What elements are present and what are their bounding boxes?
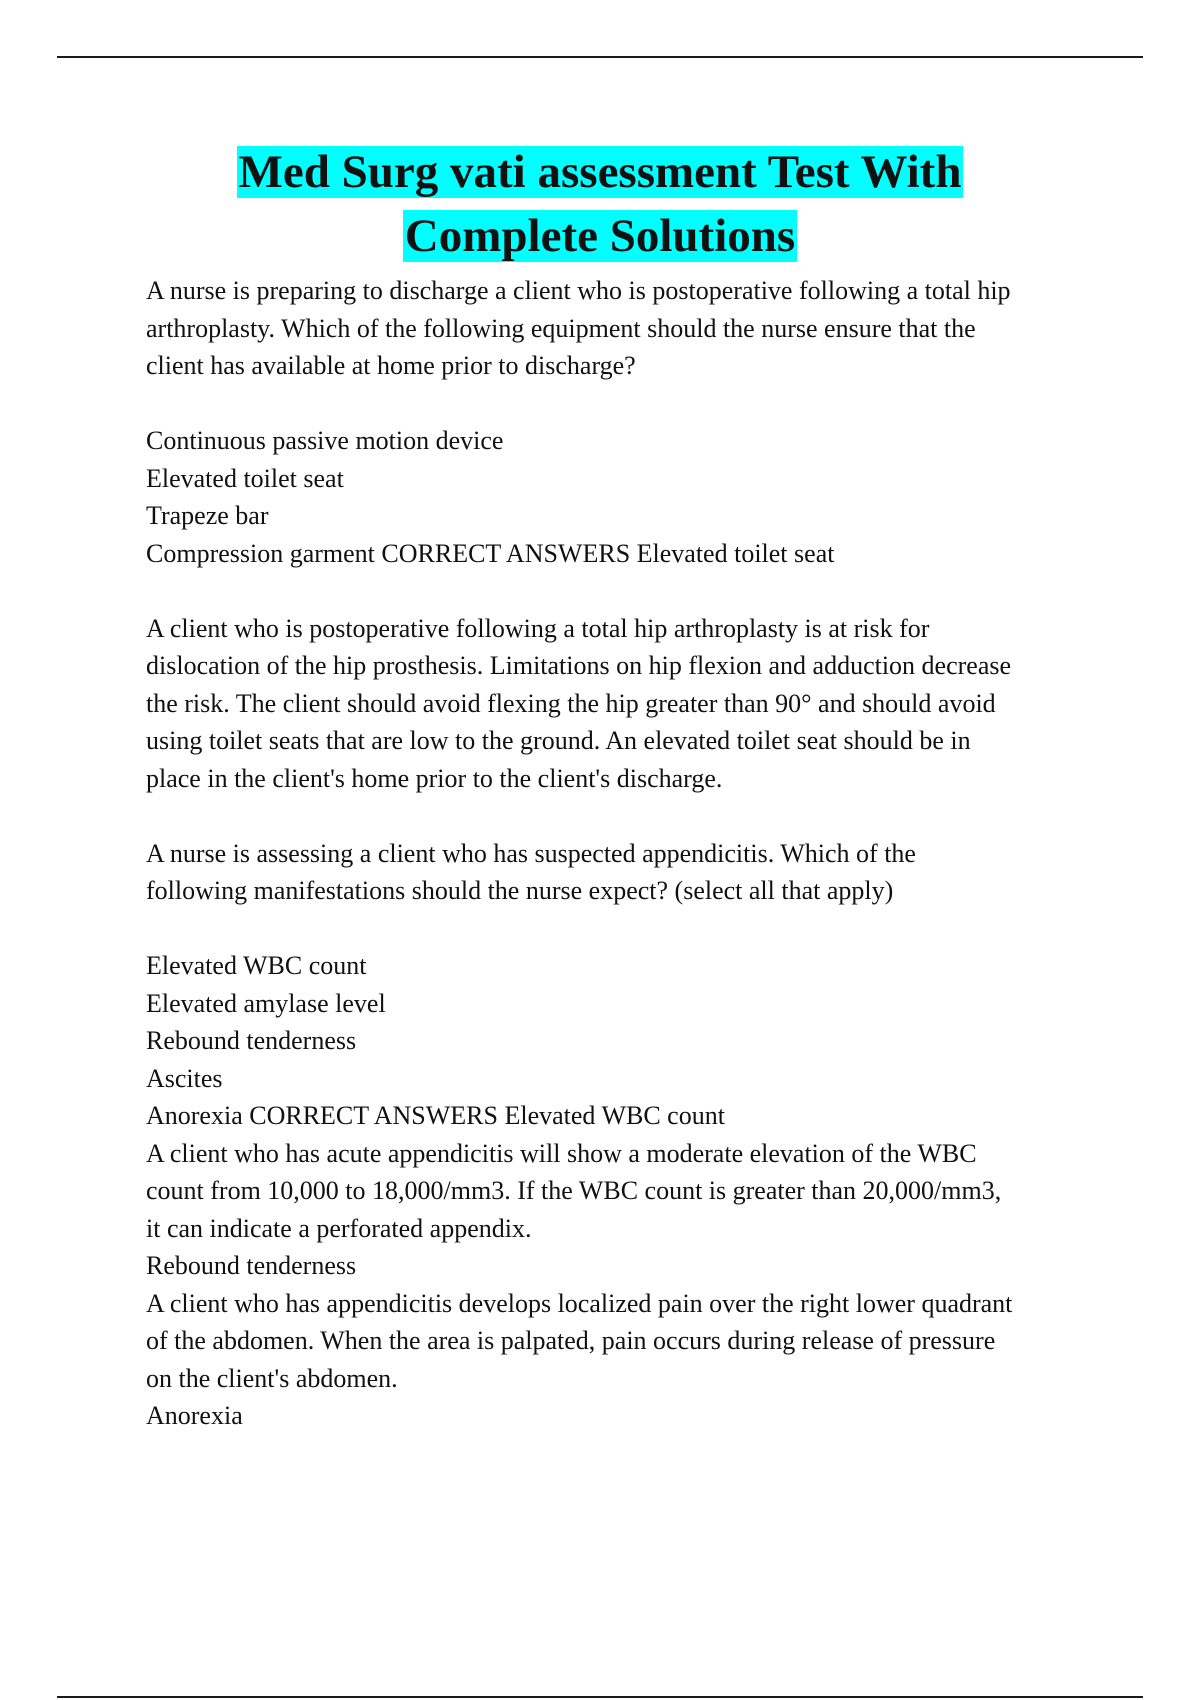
question-line: client has available at home prior to discharge? [146,351,636,380]
rationale-line: the risk. The client should avoid flexing the hip greater than 90° and should avoid [146,688,996,718]
answer-line: A client who has appendicitis develops localized pain over the right lower quadrant [146,1288,1013,1318]
answer-line: Anorexia [146,1401,243,1430]
bottom-rule [57,1696,1143,1698]
option-item: Rebound tenderness [146,1026,357,1055]
question-1 [146,272,1106,385]
option-item: Elevated amylase level [146,988,386,1018]
answer-line: Rebound tenderness [146,1251,357,1280]
rationale-line: A client who is postoperative following a total hip arthroplasty is at risk for [146,613,930,643]
question-line: following manifestations should the nurse expect? (select all that apply) [146,876,894,905]
option-item: Ascites [146,1063,223,1093]
question-2-options [146,947,1106,1135]
title-line-2: Complete Solutions [404,210,796,262]
question-2 [146,835,1106,910]
question-1-options [146,422,1106,572]
spacer [146,910,1106,948]
answer-line: of the abdomen. When the area is palpated, pain occurs during release of pressure [146,1326,996,1355]
answer-line: it can indicate a perforated appendix. [146,1213,532,1243]
rationale-line: using toilet seats that are low to the ground. An elevated toilet seat should be in [146,726,971,755]
option-item: Elevated WBC count [146,951,367,980]
option-item: Trapeze bar [146,501,269,530]
top-rule [57,56,1143,58]
option-item-with-answer: Anorexia CORRECT ANSWERS Elevated WBC count [146,1101,725,1130]
title-line-1: Med Surg vati assessment Test With [238,146,962,198]
rationale-line: place in the client's home prior to the client's discharge. [146,763,723,793]
answer-line: A client who has acute appendicitis will show a moderate elevation of the WBC [146,1138,977,1168]
answer-line: on the client's abdomen. [146,1363,398,1393]
question-line: A nurse is preparing to discharge a client who is postoperative following a total hip [146,276,1011,305]
question-line: A nurse is assessing a client who has suspected appendicitis. Which of the [146,838,916,868]
document-body [146,272,1106,1435]
option-item-with-answer: Compression garment CORRECT ANSWERS Elevated toilet seat [146,538,835,568]
document-title [0,140,1200,268]
answer-line: count from 10,000 to 18,000/mm3. If the WBC count is greater than 20,000/mm3, [146,1176,1002,1205]
spacer [146,797,1106,835]
option-item: Continuous passive motion device [146,426,504,455]
question-1-rationale [146,610,1106,798]
rationale-line: dislocation of the hip prosthesis. Limitations on hip flexion and adduction decrease [146,651,1012,680]
spacer [146,572,1106,610]
spacer [146,385,1106,423]
option-item: Elevated toilet seat [146,463,344,493]
question-line: arthroplasty. Which of the following equipment should the nurse ensure that the [146,313,976,343]
question-2-answers [146,1135,1106,1435]
